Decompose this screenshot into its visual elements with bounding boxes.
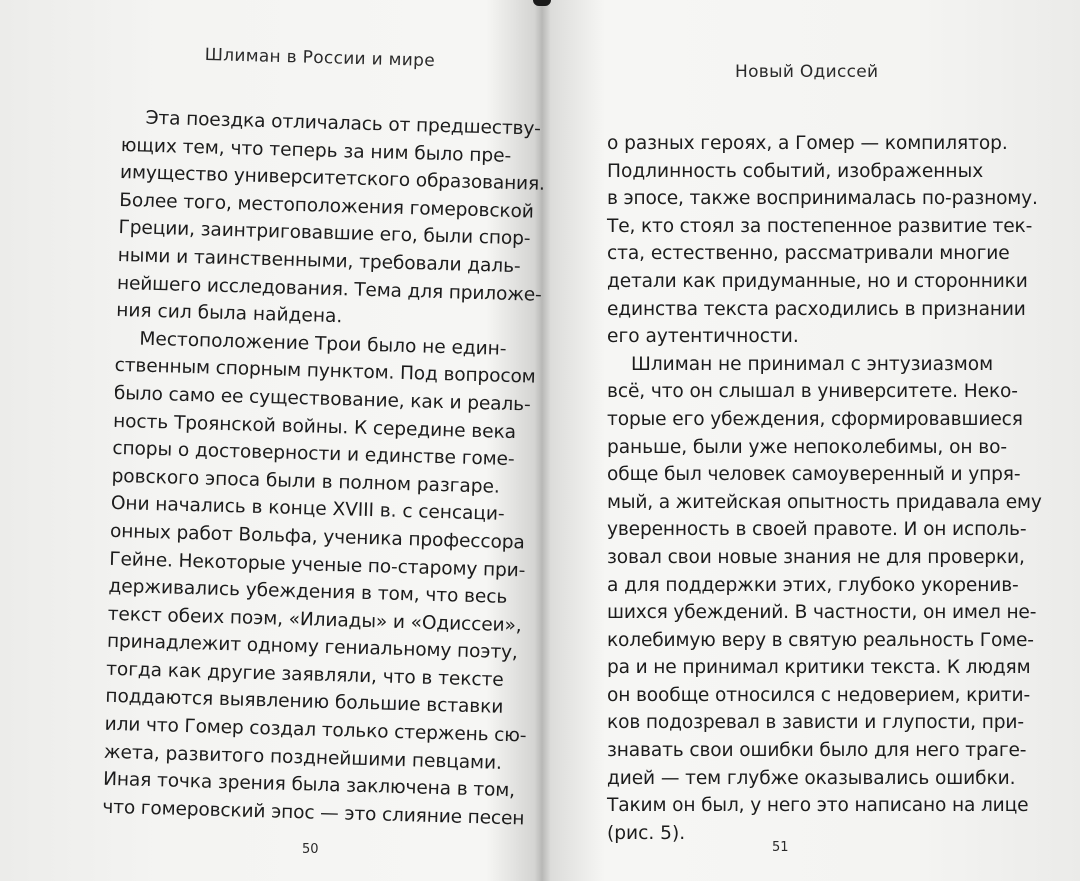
text-line: поддаются выявлению большие вставки xyxy=(105,686,504,719)
text-line: онных работ Вольфа, ученика профессора xyxy=(109,520,525,554)
running-head: Шлиман в России и мире xyxy=(204,45,436,72)
text-line: Подлинность событий, изображенных xyxy=(607,160,984,182)
text-line: или что Гомер создал только стержень сю- xyxy=(104,713,527,747)
text-line: дией — тем глубже оказывались ошибки. xyxy=(607,767,1016,789)
text-line: ра и не принимал критики текста. К людям xyxy=(607,657,1031,679)
text-line: Таким он был, у него это написано на лице xyxy=(607,795,1029,817)
text-line: ков подозревал в зависти и глупости, при- xyxy=(607,712,1024,734)
text-line: Более того, местоположения гомеровской xyxy=(119,189,534,223)
text-line: Они начались в конце XVIII в. с сенсаци- xyxy=(110,493,505,526)
right-text-block xyxy=(607,130,1042,847)
text-line: было само ее существование, как и реаль- xyxy=(113,382,531,416)
text-line: (рис. 5). xyxy=(607,822,686,844)
text-line: держивались убеждения в том, что весь xyxy=(108,575,508,609)
text-line: шихся убеждений. В частности, он имел не- xyxy=(607,602,1037,624)
page-number: 51 xyxy=(772,840,789,855)
text-line: Те, кто стоял за постепенное развитие тек- xyxy=(607,215,1033,237)
paragraph xyxy=(607,130,1038,351)
text-line: что гомеровский эпос — это слияние песен xyxy=(102,796,525,830)
text-line: мый, а житейская опытность придавала ему xyxy=(607,491,1042,513)
text-line: торые его убеждения, сформировавшиеся xyxy=(607,408,1023,430)
paragraph xyxy=(607,351,1042,848)
running-head: Новый Одиссей xyxy=(735,62,879,82)
text-line: имущество университетского образования. xyxy=(119,162,546,196)
text-line: ровского эпоса были в полном разгаре. xyxy=(111,465,500,498)
right-page xyxy=(545,0,1080,881)
page-number: 50 xyxy=(302,842,319,857)
text-line: уверенность в своей правоте. И он исполь- xyxy=(607,519,1027,541)
text-line: о разных героях, а Гомер — компилятор. xyxy=(607,133,1008,154)
left-text-block xyxy=(102,104,546,832)
text-line: раньше, были уже непоколебимы, он во- xyxy=(607,436,1008,458)
text-line: знавать свои ошибки было для него траге- xyxy=(607,740,1027,762)
text-line: ственным спорным пунктом. Под вопросом xyxy=(114,355,536,388)
text-line: тогда как другие заявляли, что в тексте xyxy=(105,658,504,691)
text-line: ность Троянской войны. К середине века xyxy=(112,410,517,443)
text-line: детали как придуманные, но и сторонники xyxy=(607,270,1028,292)
paragraph xyxy=(102,325,536,832)
text-line: ющих тем, что теперь за ним было пре- xyxy=(120,134,512,167)
text-line: споры о достоверности и единстве гоме- xyxy=(112,437,515,471)
text-line: обще был человек самоуверенный и упря- xyxy=(607,464,1021,486)
text-line: принадлежит одному гениальному поэту, xyxy=(106,631,519,664)
text-line: ста, естественно, рассматривали многие xyxy=(607,243,1010,265)
text-line: Гейне. Некоторые ученые по-старому при- xyxy=(109,548,526,581)
paragraph xyxy=(115,104,546,335)
text-line: ния сил была найдена. xyxy=(115,300,343,328)
text-line: колебимую веру в святую реальность Гоме- xyxy=(607,629,1034,651)
text-line: а для поддержки этих, глубоко укоренив- xyxy=(607,574,1019,596)
text-line: всё, что он слышал в университете. Неко- xyxy=(607,381,1018,403)
text-line: его аутентичности. xyxy=(607,326,799,348)
text-line: нейшего исследования. Тема для приложе- xyxy=(116,272,542,306)
text-line: ными и таинственными, требовали даль- xyxy=(117,244,521,278)
text-line: Иная точка зрения была заключена в том, xyxy=(102,768,516,802)
text-line: он вообще относился с недоверием, крити- xyxy=(607,684,1031,706)
text-line: Эта поездка отличалась от предшеству- xyxy=(145,107,542,140)
text-line: в эпосе, также воспринималась по-разному. xyxy=(607,188,1038,210)
text-line: текст обеих поэм, «Илиады» и «Одиссеи», xyxy=(107,603,522,637)
text-line: Местоположение Трои было не един- xyxy=(139,328,507,360)
text-line: зовал свои новые знания не для проверки, xyxy=(607,546,1025,568)
text-line: Греции, заинтриговавшие его, были спор- xyxy=(118,217,531,250)
text-line: Шлиман не принимал с энтузиазмом xyxy=(631,353,994,375)
text-line: единства текста расходились в признании xyxy=(607,298,1026,320)
text-line: жета, развитого позднейшими певцами. xyxy=(103,741,503,774)
